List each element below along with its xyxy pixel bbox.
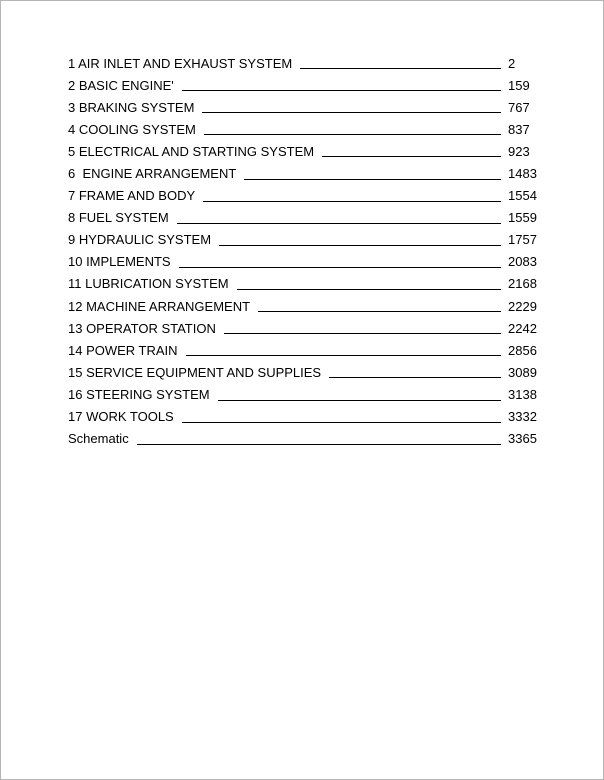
toc-leader-line xyxy=(177,223,501,224)
toc-entry-page: 1483 xyxy=(508,166,537,182)
toc-entry-page: 2083 xyxy=(508,254,537,270)
toc-entry[interactable] xyxy=(68,406,543,428)
toc-entry-page: 2229 xyxy=(508,298,537,314)
toc-entry-label: 12 MACHINE ARRANGEMENT xyxy=(68,298,251,314)
toc-entry[interactable] xyxy=(68,339,543,361)
toc-entry-page: 3138 xyxy=(508,386,537,402)
toc-entry-page: 923 xyxy=(508,143,530,159)
toc-leader-line xyxy=(300,68,501,69)
toc-entry-page: 1559 xyxy=(508,210,537,226)
table-of-contents xyxy=(68,52,543,450)
toc-entry-label: 13 OPERATOR STATION xyxy=(68,320,216,336)
toc-entry-label: 7 FRAME AND BODY xyxy=(68,188,196,204)
toc-leader-line xyxy=(179,267,501,268)
toc-leader-line xyxy=(186,355,501,356)
toc-entry[interactable] xyxy=(68,140,543,162)
toc-leader-line xyxy=(182,422,501,423)
toc-entry-label: 17 WORK TOOLS xyxy=(68,409,174,425)
toc-entry-label: 2 BASIC ENGINE' xyxy=(68,77,174,93)
toc-entry-page: 3089 xyxy=(508,364,537,380)
toc-entry[interactable] xyxy=(68,162,543,184)
toc-entry-page: 767 xyxy=(508,99,530,115)
toc-entry-label: 16 STEERING SYSTEM xyxy=(68,386,210,402)
toc-entry-page: 2856 xyxy=(508,342,537,358)
toc-entry-page: 159 xyxy=(508,77,530,93)
toc-entry-page: 2168 xyxy=(508,276,537,292)
toc-entry[interactable] xyxy=(68,273,543,295)
toc-entry-page: 3365 xyxy=(508,431,537,447)
toc-leader-line xyxy=(244,179,501,180)
toc-leader-line xyxy=(203,201,501,202)
toc-entry-label: 3 BRAKING SYSTEM xyxy=(68,99,195,115)
toc-entry-label: 14 POWER TRAIN xyxy=(68,342,178,358)
toc-entry-label: 1 AIR INLET AND EXHAUST SYSTEM xyxy=(68,55,293,71)
toc-leader-line xyxy=(329,377,501,378)
toc-entry-label: 11 LUBRICATION SYSTEM xyxy=(68,276,229,292)
toc-entry[interactable] xyxy=(68,207,543,229)
toc-entry-page: 2242 xyxy=(508,320,537,336)
toc-entry[interactable] xyxy=(68,229,543,251)
toc-leader-line xyxy=(237,289,501,290)
toc-entry-label: 9 HYDRAULIC SYSTEM xyxy=(68,232,212,248)
toc-entry[interactable] xyxy=(68,295,543,317)
toc-leader-line xyxy=(219,245,501,246)
toc-entry[interactable] xyxy=(68,383,543,405)
toc-leader-line xyxy=(204,134,501,135)
toc-entry[interactable] xyxy=(68,74,543,96)
toc-entry-page: 1554 xyxy=(508,188,537,204)
toc-leader-line xyxy=(218,400,501,401)
toc-entry-label: Schematic xyxy=(68,431,129,447)
toc-entry[interactable] xyxy=(68,317,543,339)
toc-entry-label: 15 SERVICE EQUIPMENT AND SUPPLIES xyxy=(68,364,322,380)
toc-leader-line xyxy=(182,90,501,91)
toc-entry-page: 3332 xyxy=(508,409,537,425)
toc-leader-line xyxy=(322,156,501,157)
toc-entry-label: 5 ELECTRICAL AND STARTING SYSTEM xyxy=(68,143,315,159)
toc-entry[interactable] xyxy=(68,251,543,273)
toc-leader-line xyxy=(202,112,501,113)
toc-entry[interactable] xyxy=(68,96,543,118)
toc-entry-page: 2 xyxy=(508,55,516,71)
toc-entry[interactable] xyxy=(68,361,543,383)
toc-entry[interactable] xyxy=(68,185,543,207)
toc-leader-line xyxy=(137,444,501,445)
toc-entry-label: 6 ENGINE ARRANGEMENT xyxy=(68,166,237,182)
toc-entry[interactable] xyxy=(68,428,543,450)
toc-entry-page: 837 xyxy=(508,121,530,137)
toc-entry-page: 1757 xyxy=(508,232,537,248)
toc-entry-label: 4 COOLING SYSTEM xyxy=(68,121,196,137)
toc-leader-line xyxy=(224,333,501,334)
toc-leader-line xyxy=(258,311,501,312)
toc-entry-label: 8 FUEL SYSTEM xyxy=(68,210,169,226)
toc-entry-label: 10 IMPLEMENTS xyxy=(68,254,171,270)
toc-entry[interactable] xyxy=(68,118,543,140)
toc-entry[interactable] xyxy=(68,52,543,74)
